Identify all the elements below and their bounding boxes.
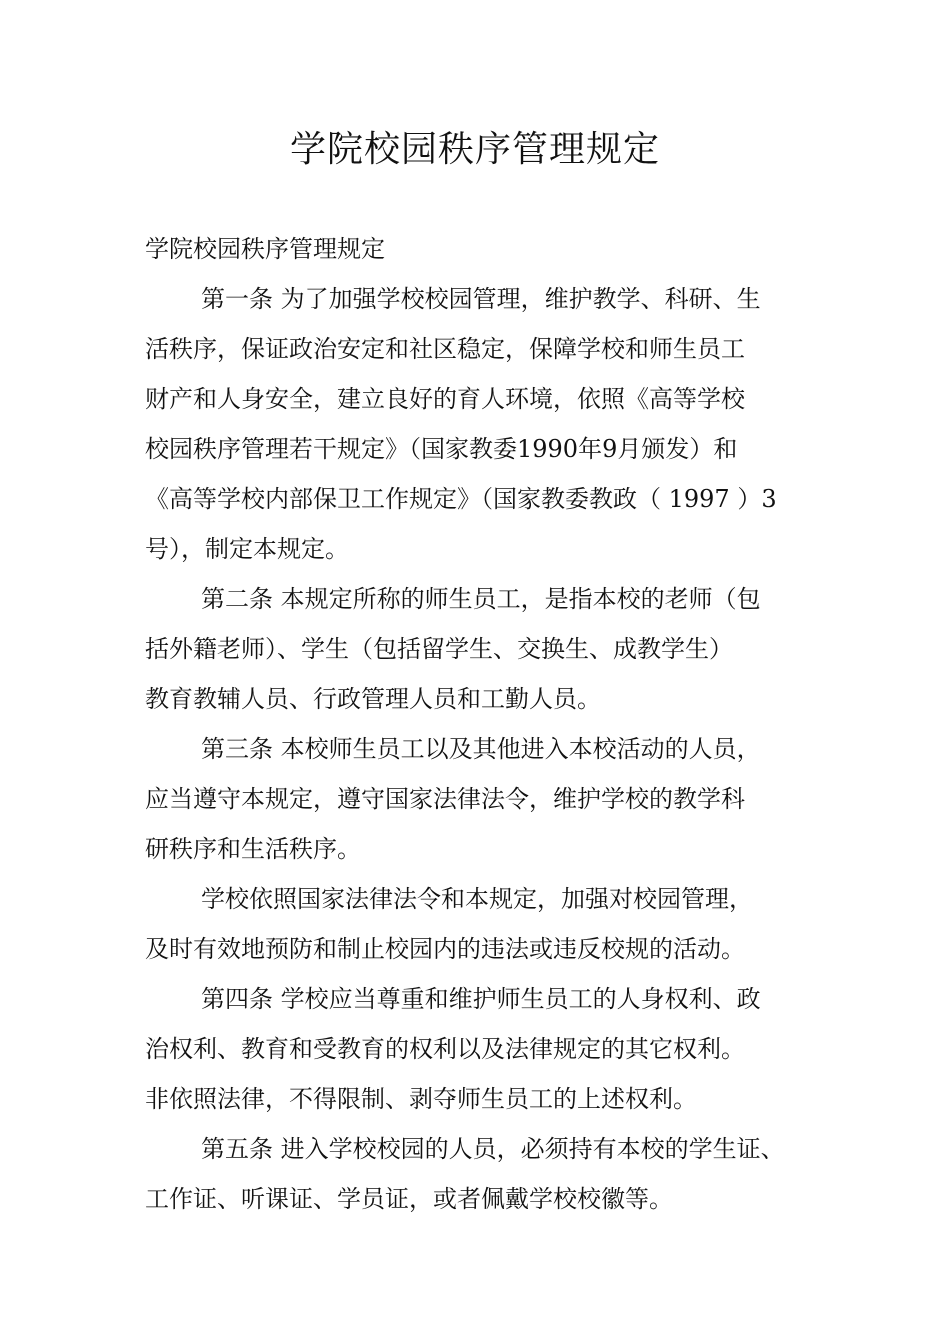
paragraph xyxy=(145,874,825,974)
paragraph xyxy=(145,974,825,1124)
paragraph-line: 第三条 本校师生员工以及其他进入本校活动的人员， xyxy=(201,735,761,763)
paragraph-list xyxy=(145,274,825,1224)
paragraph xyxy=(145,1124,825,1224)
paragraph-line: 非依照法律，不得限制、剥夺师生员工的上述权利。 xyxy=(145,1085,697,1113)
paragraph xyxy=(145,274,825,574)
paragraph-line: 第四条 学校应当尊重和维护师生员工的人身权利、政 xyxy=(201,985,761,1013)
paragraph-line: 学校依照国家法律法令和本规定，加强对校园管理， xyxy=(201,885,753,913)
document-body xyxy=(145,224,825,1224)
paragraph-line: 第一条 为了加强学校校园管理，维护教学、科研、生 xyxy=(201,285,761,313)
paragraph-line: 应当遵守本规定，遵守国家法律法令，维护学校的教学科 xyxy=(145,785,745,813)
paragraph-line: 治权利、教育和受教育的权利以及法律规定的其它权利。 xyxy=(145,1035,745,1063)
paragraph-line: 号），制定本规定。 xyxy=(145,535,349,563)
paragraph-line: 及时有效地预防和制止校园内的违法或违反校规的活动。 xyxy=(145,935,745,963)
paragraph-line: 研秩序和生活秩序。 xyxy=(145,835,361,863)
paragraph-line: 工作证、听课证、学员证，或者佩戴学校校徽等。 xyxy=(145,1185,673,1213)
paragraph-line: 《高等学校内部保卫工作规定》（国家教委教政（ 1997 ）3 xyxy=(145,485,777,513)
paragraph-line: 校园秩序管理若干规定》（国家教委1990年9月颁发）和 xyxy=(145,435,738,463)
page-title: 学院校园秩序管理规定 xyxy=(289,129,660,170)
paragraph-line: 财产和人身安全，建立良好的育人环境，依照《高等学校 xyxy=(145,385,745,413)
paragraph xyxy=(145,574,825,724)
document-subtitle: 学院校园秩序管理规定 xyxy=(145,235,385,263)
paragraph-line: 教育教辅人员、行政管理人员和工勤人员。 xyxy=(145,685,601,713)
paragraph-line: 第五条 进入学校校园的人员，必须持有本校的学生证、 xyxy=(201,1135,785,1163)
paragraph-line: 活秩序，保证政治安定和社区稳定，保障学校和师生员工 xyxy=(145,335,745,363)
paragraph xyxy=(145,724,825,874)
paragraph-line: 括外籍老师）、学生（包括留学生、交换生、成教学生） xyxy=(145,635,733,663)
paragraph-line: 第二条 本规定所称的师生员工，是指本校的老师（包 xyxy=(201,585,761,613)
